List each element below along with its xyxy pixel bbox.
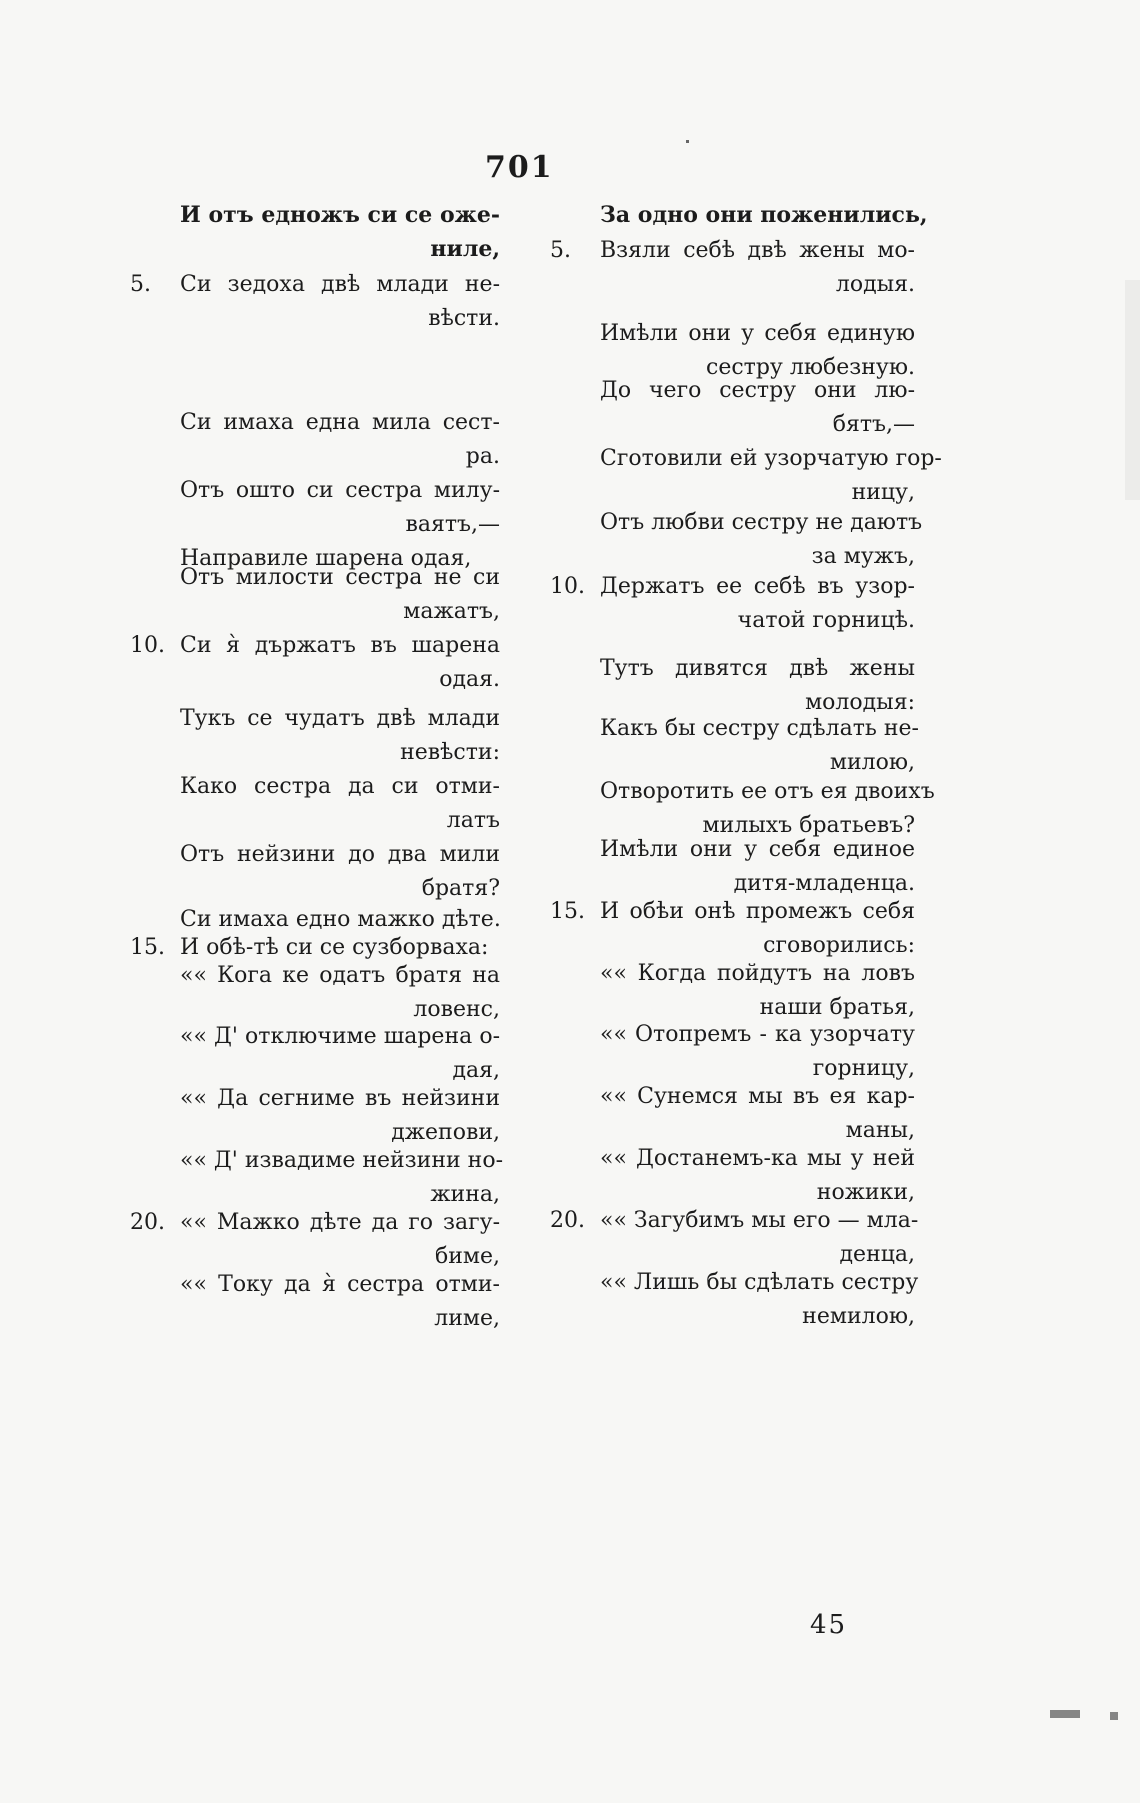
verse-text: Отъ милости сестра не си (180, 565, 500, 590)
verse-line (130, 1020, 500, 1088)
verse-continuation: ницу, (851, 480, 915, 505)
verse-continuation: жина, (430, 1182, 500, 1207)
verse-text: Си зедоха двѣ млади не- (180, 272, 500, 297)
verse-line (550, 198, 928, 232)
verse-number: 10. (130, 633, 165, 658)
verse-continuation: ножики, (816, 1180, 915, 1205)
verse-line (550, 712, 919, 780)
verse-text: Взяли себѣ двѣ жены мо- (600, 238, 915, 263)
verse-number: 5. (550, 238, 571, 263)
verse-continuation: ниле, (430, 236, 500, 262)
verse-text: «« Сунемся мы въ ея кар- (600, 1084, 915, 1109)
scan-edge-mark (1110, 1712, 1118, 1720)
scan-speck (686, 140, 689, 143)
verse-continuation: лодыя. (835, 272, 915, 297)
verse-text: За одно они поженились, (600, 202, 928, 228)
verse-continuation: одая. (439, 667, 500, 692)
verse-continuation: маны, (845, 1118, 915, 1143)
verse-number: 15. (550, 899, 585, 924)
verse-number: 20. (130, 1210, 165, 1235)
verse-line (550, 1018, 915, 1086)
verse-text: Отъ любви сестру не даютъ (600, 510, 923, 535)
verse-continuation: вѣсти. (428, 306, 500, 331)
verse-line (550, 1142, 915, 1210)
verse-text: «« Лишь бы сдѣлать сестру (600, 1270, 919, 1295)
verse-text: «« Когда пойдутъ на ловъ (600, 961, 915, 986)
verse-continuation: милою, (829, 750, 915, 775)
page-number: 701 (485, 150, 554, 185)
signature-mark: 45 (810, 1610, 848, 1640)
verse-text: Имѣли они у себя единое (600, 837, 915, 862)
verse-text: Тутъ дивятся двѣ жены (600, 656, 915, 681)
verse-line (130, 474, 500, 542)
verse-continuation: бятъ,— (832, 412, 915, 437)
verse-text: «« Д' отключиме шарена о- (180, 1024, 500, 1049)
verse-continuation: сговорились: (763, 933, 915, 958)
verse-line (550, 1204, 919, 1272)
verse-line (550, 652, 915, 720)
verse-number: 10. (550, 574, 585, 599)
verse-line (130, 959, 500, 1027)
verse-text: «« Кога ке одатъ братя на (180, 963, 500, 988)
verse-line (550, 442, 942, 510)
verse-line (130, 1144, 504, 1212)
verse-continuation: дитя-младенца. (733, 871, 915, 896)
scan-edge-mark (1050, 1710, 1080, 1718)
verse-continuation: за мужъ, (811, 544, 915, 569)
verse-number: 20. (550, 1208, 585, 1233)
verse-continuation: чатой горницѣ. (737, 608, 915, 633)
scan-edge-shadow (1125, 280, 1140, 500)
verse-continuation: мажатъ, (403, 599, 500, 624)
verse-line (130, 1268, 500, 1336)
verse-continuation: ловенс, (413, 997, 500, 1022)
verse-text: И отъ едножъ си се оже- (180, 202, 500, 228)
verse-line (550, 570, 915, 638)
verse-continuation: наши братья, (759, 995, 915, 1020)
verse-continuation: ваятъ,— (405, 512, 500, 537)
verse-continuation: горницу, (812, 1056, 915, 1081)
verse-text: «« Отопремъ - ка узорчату (600, 1022, 915, 1047)
verse-line (550, 374, 915, 442)
verse-line (550, 1080, 915, 1148)
verse-line (130, 198, 500, 266)
verse-continuation: невѣсти: (400, 740, 500, 765)
verse-text: И обѣи онѣ промежъ себя (600, 899, 915, 924)
verse-line (130, 1206, 500, 1274)
verse-continuation: немилою, (802, 1304, 915, 1329)
verse-text: «« Загубимъ мы его — мла- (600, 1208, 919, 1233)
verse-continuation: латъ (446, 808, 500, 833)
verse-continuation: сестру любезную. (706, 355, 915, 380)
verse-text: Сготовили ей узорчатую гор- (600, 446, 942, 471)
verse-text: «« Мажко дѣте да го загу- (180, 1210, 500, 1235)
verse-text: Держатъ ее себѣ въ узор- (600, 574, 915, 599)
verse-line (130, 838, 500, 906)
verse-continuation: ра. (465, 444, 500, 469)
verse-text: Си имаха една мила сест- (180, 410, 500, 435)
verse-line (550, 234, 915, 302)
verse-continuation: джепови, (391, 1120, 500, 1145)
verse-continuation: денца, (839, 1242, 915, 1267)
verse-text: «« Да сегниме въ нейзини (180, 1086, 500, 1111)
verse-line (130, 561, 500, 629)
verse-text: Направиле шарена одая, (180, 546, 472, 571)
verse-line (130, 702, 500, 770)
verse-line (130, 1082, 500, 1150)
verse-line (550, 957, 915, 1025)
verse-text: Си имаха едно мажко дѣте. (180, 907, 501, 932)
verse-line (130, 406, 500, 474)
verse-continuation: молодыя: (805, 690, 915, 715)
verse-continuation: биме, (434, 1244, 500, 1269)
verse-number: 15. (130, 935, 165, 960)
verse-continuation: лиме, (434, 1306, 500, 1331)
verse-continuation: братя? (421, 876, 500, 901)
verse-text: Отворотить ее отъ ея двоихъ (600, 779, 935, 804)
verse-text: До чего сестру они лю- (600, 378, 915, 403)
verse-number: 5. (130, 272, 151, 297)
verse-continuation: дая, (452, 1058, 500, 1083)
verse-line (130, 268, 500, 336)
verse-text: «« Току да я̀ сестра отми- (180, 1272, 500, 1297)
verse-text: Отъ нейзини до два мили (180, 842, 500, 867)
verse-text: Имѣли они у себя единую (600, 321, 915, 346)
verse-line (130, 770, 500, 838)
verse-line (550, 895, 915, 963)
verse-line (130, 629, 500, 697)
verse-text: Отъ ошто си сестра милу- (180, 478, 500, 503)
verse-line (550, 506, 923, 574)
verse-line (550, 1266, 919, 1334)
verse-line (550, 833, 915, 901)
verse-text: И обѣ-тѣ си се сузборваха: (180, 935, 489, 960)
verse-continuation: милыхъ братьевъ? (702, 813, 915, 838)
verse-text: «« Достанемъ-ка мы у ней (600, 1146, 915, 1171)
verse-text: Тукъ се чудатъ двѣ млади (180, 706, 500, 731)
verse-text: Си я̀ държатъ въ шарена (180, 633, 500, 658)
verse-text: Какъ бы сестру сдѣлать не- (600, 716, 919, 741)
verse-text: Како сестра да си отми- (180, 774, 500, 799)
verse-text: «« Д' извадиме нейзини но- (180, 1148, 504, 1173)
